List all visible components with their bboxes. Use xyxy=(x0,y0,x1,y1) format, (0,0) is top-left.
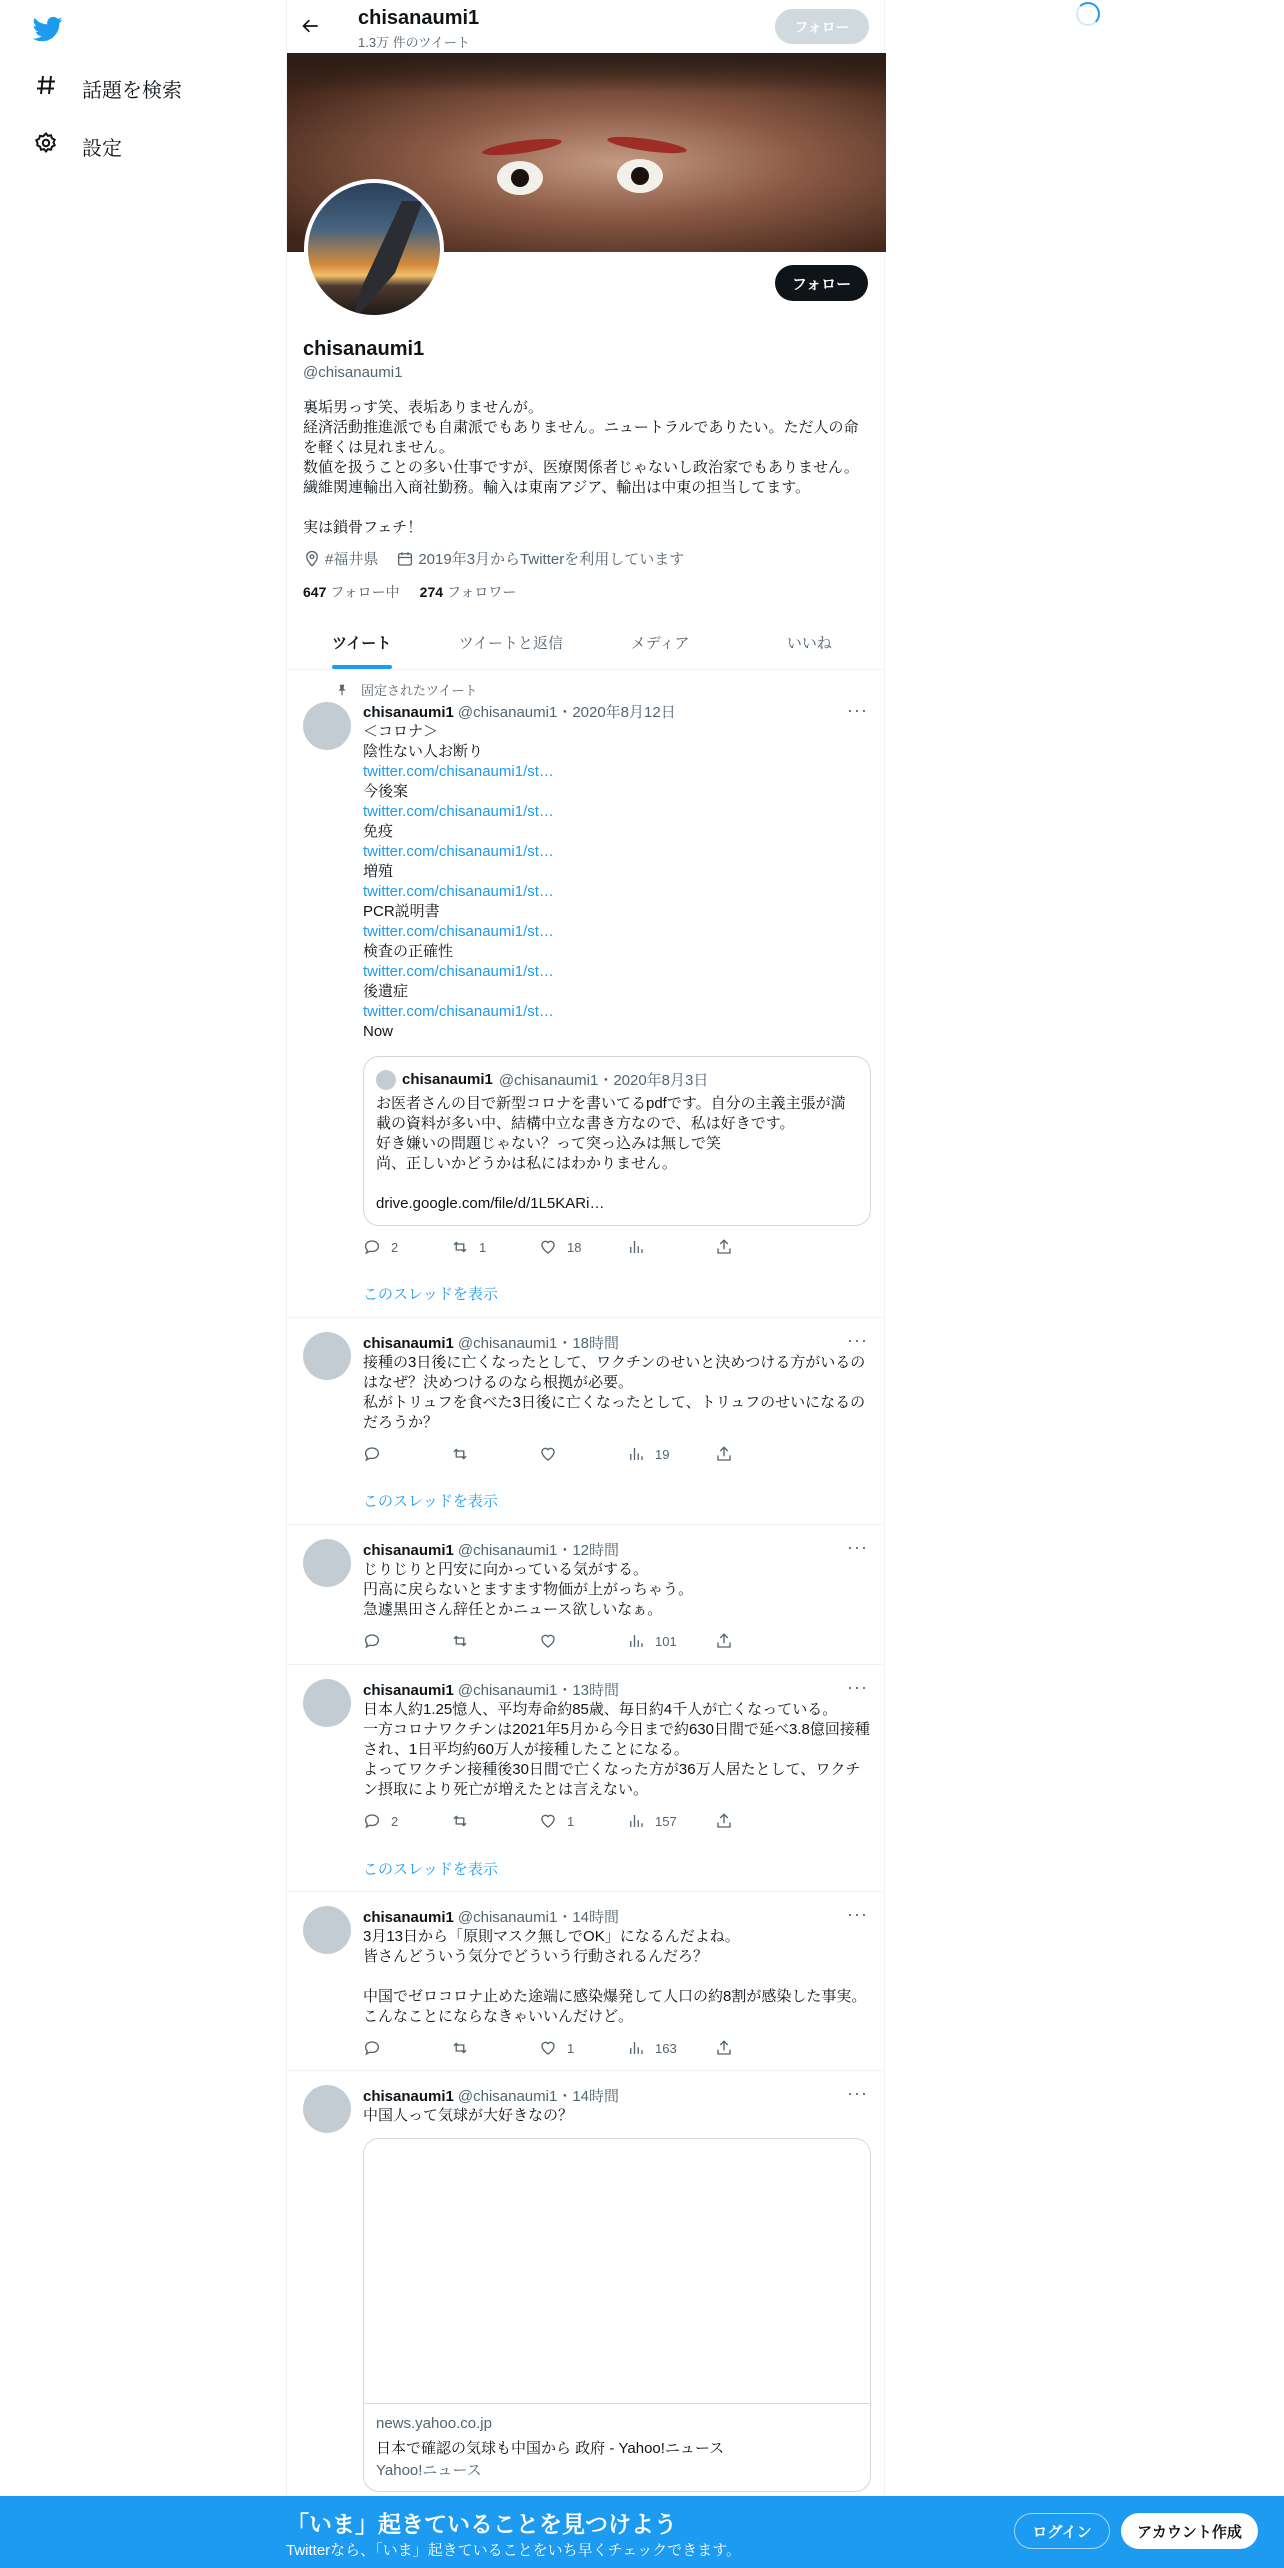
gear-icon xyxy=(34,131,58,161)
tweet-link[interactable]: twitter.com/chisanaumi1/st… xyxy=(363,963,554,980)
tweet[interactable] xyxy=(287,1318,884,1525)
avatar[interactable] xyxy=(304,179,444,319)
avatar[interactable] xyxy=(303,1679,351,1727)
card-source: Yahoo!ニュース xyxy=(376,2462,482,2479)
tweet-header: chisanaumi1 @chisanaumi1・2020年8月12日 xyxy=(363,704,676,721)
avatar xyxy=(376,1070,396,1090)
signup-banner-title: 「いま」起きていることを見つけよう xyxy=(286,2511,677,2537)
followers-link[interactable]: 274 フォロワー xyxy=(419,584,517,600)
retweet-icon xyxy=(451,1238,469,1256)
avatar[interactable] xyxy=(303,1539,351,1587)
share-button[interactable] xyxy=(715,1238,803,1256)
reply-icon xyxy=(363,2039,381,2057)
tweet-header: chisanaumi1 @chisanaumi1・14時間 xyxy=(363,2088,620,2105)
retweet-icon xyxy=(451,2039,469,2057)
quote-text: お医者さんの目で新型コロナを書いてるpdfです。自分の主義主張が満 載の資料が多い中、結構中立な書き方なので、私は好きです。 好き嫌いの問題じゃない？って突っ込みは無しで笑 尚、正しいかどうかは私にはわかりません。 drive.google.com/file/d/1L5KARi… xyxy=(376,1095,846,1212)
like-button[interactable]: 1 xyxy=(539,1812,627,1830)
avatar[interactable] xyxy=(303,1332,351,1380)
heart-icon xyxy=(539,2039,557,2057)
follow-button[interactable]: フォロー xyxy=(775,265,868,301)
tweet-header: chisanaumi1 @chisanaumi1・14時間 xyxy=(363,1909,620,1926)
profile-meta xyxy=(303,548,684,569)
header-follow-button[interactable]: フォロー xyxy=(775,9,869,44)
nav-explore[interactable] xyxy=(34,73,182,103)
views-button[interactable]: 101 xyxy=(627,1632,715,1650)
more-icon[interactable]: ··· xyxy=(847,1330,868,1350)
tweet[interactable] xyxy=(287,1665,884,1892)
share-icon xyxy=(715,1445,733,1463)
retweet-icon xyxy=(451,1445,469,1463)
more-icon[interactable]: ··· xyxy=(847,1677,868,1697)
heart-icon xyxy=(539,1445,557,1463)
profile-location: #福井県 xyxy=(303,548,378,569)
bio-line: 経済活動推進派でも自粛派でもありません。ニュートラルでありたい。ただ人の命 xyxy=(303,419,859,436)
quote-tweet[interactable] xyxy=(363,1056,871,1226)
share-button[interactable] xyxy=(715,1812,803,1830)
views-icon xyxy=(627,1812,645,1830)
like-button[interactable]: 1 xyxy=(539,2039,627,2057)
tweet-link[interactable]: twitter.com/chisanaumi1/st… xyxy=(363,843,554,860)
main-column xyxy=(286,0,885,2568)
tweet-actions xyxy=(363,1445,803,1463)
more-icon[interactable]: ··· xyxy=(847,1537,868,1557)
header-tweet-count: 1.3万 件のツイート xyxy=(358,35,470,50)
twitter-bird-icon[interactable] xyxy=(32,14,64,44)
tab-tweets[interactable]: ツイート xyxy=(287,616,436,669)
tweet-link[interactable]: twitter.com/chisanaumi1/st… xyxy=(363,923,554,940)
tweet-text: 3月13日から「原則マスク無しでOK」になるんだよね。 皆さんどういう気分でどういう行動されるんだろ？ 中国でゼロコロナ止めた途端に感染爆発して人口の約8割が感染した事実。 こんなことにならなきゃいいんだけど。 xyxy=(363,1928,867,2025)
views-icon xyxy=(627,2039,645,2057)
hashtag-icon xyxy=(34,73,58,103)
heart-icon xyxy=(539,1632,557,1650)
profile-bio xyxy=(303,398,871,538)
share-icon xyxy=(715,1812,733,1830)
bio-line: 裏垢男っす笑、表垢ありませんが。 xyxy=(303,399,544,416)
tweet-text: 接種の3日後に亡くなったとして、ワクチンのせいと決めつける方がいるの はなぜ？決めつけるのなら根拠が必要。 私がトリュフを食べた3日後に亡くなったとして、トリュフのせいになるの だろうか？ xyxy=(363,1354,866,1431)
bio-line: 数値を扱うことの多い仕事ですが、医療関係者じゃないし政治家でもありません。 xyxy=(303,459,859,476)
reply-button[interactable] xyxy=(363,1632,451,1650)
share-button[interactable] xyxy=(715,1632,803,1650)
profile-joined: 2019年3月からTwitterを利用しています xyxy=(396,548,684,569)
reply-icon xyxy=(363,1445,381,1463)
like-button[interactable] xyxy=(539,1445,627,1463)
avatar[interactable] xyxy=(303,1906,351,1954)
tab-media[interactable]: メディア xyxy=(630,635,690,652)
profile-header-bar xyxy=(287,0,884,53)
quote-header: chisanaumi1 @chisanaumi1・2020年8月3日 xyxy=(376,1069,708,1090)
retweet-icon xyxy=(451,1632,469,1650)
views-button[interactable] xyxy=(627,1238,715,1256)
tweet-actions xyxy=(363,2039,803,2057)
pinned-label: 固定されたツイート xyxy=(335,680,477,699)
retweet-button[interactable] xyxy=(451,2039,539,2057)
reply-button[interactable] xyxy=(363,1445,451,1463)
avatar[interactable] xyxy=(303,702,351,750)
more-icon[interactable]: ··· xyxy=(847,2083,868,2103)
like-button[interactable]: 18 xyxy=(539,1238,627,1256)
signup-banner-subtitle: Twitterなら、「いま」起きていることをいち早くチェックできます。 xyxy=(286,2542,742,2559)
tweet-header: chisanaumi1 @chisanaumi1・13時間 xyxy=(363,1682,620,1699)
views-icon xyxy=(627,1238,645,1256)
profile-tabs xyxy=(287,616,884,670)
nav-settings-label: 設定 xyxy=(82,137,122,160)
more-icon[interactable]: ··· xyxy=(847,700,868,720)
retweet-button[interactable] xyxy=(451,1445,539,1463)
views-icon xyxy=(627,1445,645,1463)
tweet-link[interactable]: twitter.com/chisanaumi1/st… xyxy=(363,803,554,820)
profile-handle: @chisanaumi1 xyxy=(303,364,403,381)
retweet-button[interactable] xyxy=(451,1812,539,1830)
share-icon xyxy=(715,1238,733,1256)
login-button[interactable]: ログイン xyxy=(1014,2513,1110,2549)
retweet-button[interactable] xyxy=(451,1632,539,1650)
card-image xyxy=(364,2139,871,2404)
tweet-text: 日本人約1.25憶人、平均寿命約85歳、毎日約4千人が亡くなっている。 一方コロナワクチンは2021年5月から今日まで約630日間で延べ3.8億回接種 され、1日平均約60万人が接種したことになる。 よってワクチン接種後30日間で亡くなった方が36万人居たとして、ワクチ ン摂取により死亡が増えたとは言えない。 xyxy=(363,1701,870,1798)
avatar[interactable] xyxy=(303,2085,351,2133)
reply-icon xyxy=(363,1812,381,1830)
profile-display-name: chisanaumi1 xyxy=(303,338,425,360)
tweet-link[interactable]: twitter.com/chisanaumi1/st… xyxy=(363,883,554,900)
tweet-text: じりじりと円安に向かっている気がする。 円高に戻らないとますます物価が上がっちゃう。 急遽黒田さん辞任とかニュース欲しいなぁ。 xyxy=(363,1561,694,1618)
tweet-header: chisanaumi1 @chisanaumi1・12時間 xyxy=(363,1542,620,1559)
heart-icon xyxy=(539,1238,557,1256)
tweet-link[interactable]: twitter.com/chisanaumi1/st… xyxy=(363,1003,554,1020)
retweet-icon xyxy=(451,1812,469,1830)
retweet-button[interactable]: 1 xyxy=(451,1238,539,1256)
views-button[interactable]: 157 xyxy=(627,1812,715,1830)
follow-stats xyxy=(303,582,516,602)
tweet-text: ＜コロナ＞ 陰性ない人お断り twitter.com/chisanaumi1/st… 今後案 twitter.com/chisanaumi1/st… 免疫 twitter.com/chisanaumi1/st… 増殖 twitter.com/chisanaumi1/st… PCR説明書 twitter.com/chisanaumi1/st… 検査の正確性 twitter.com/chisanaumi1/st… 後遺症 twitter.com/chisanaumi1/st… Now xyxy=(363,722,871,1042)
share-icon xyxy=(715,2039,733,2057)
tweet-text: 中国人って気球が大好きなの？ xyxy=(363,2107,574,2124)
following-link[interactable]: 647 フォロー中 xyxy=(303,584,400,600)
reply-button[interactable]: 2 xyxy=(363,1238,451,1256)
show-thread-link[interactable]: このスレッドを表示 xyxy=(363,1861,498,1878)
tweet-actions xyxy=(363,1812,803,1830)
heart-icon xyxy=(539,1812,557,1830)
link-card[interactable] xyxy=(363,2138,871,2492)
reply-button[interactable] xyxy=(363,2039,451,2057)
signup-banner xyxy=(0,2496,1284,2568)
reply-button[interactable]: 2 xyxy=(363,1812,451,1830)
like-button[interactable] xyxy=(539,1632,627,1650)
reply-icon xyxy=(363,1238,381,1256)
tweet-link[interactable]: twitter.com/chisanaumi1/st… xyxy=(363,763,554,780)
tweet-actions xyxy=(363,1238,803,1256)
share-button[interactable] xyxy=(715,1445,803,1463)
calendar-icon xyxy=(396,550,414,568)
tab-tweets-replies[interactable]: ツイートと返信 xyxy=(458,635,563,652)
tab-likes[interactable]: いいね xyxy=(786,635,832,652)
tweet-actions xyxy=(363,1632,803,1650)
tweet-header: chisanaumi1 @chisanaumi1・18時間 xyxy=(363,1335,620,1352)
bio-line xyxy=(303,498,871,518)
more-icon[interactable]: ··· xyxy=(847,1904,868,1924)
tweet[interactable] xyxy=(287,1525,884,1665)
views-button[interactable]: 19 xyxy=(627,1445,715,1463)
show-thread-link[interactable]: このスレッドを表示 xyxy=(363,1493,498,1510)
tweet[interactable] xyxy=(287,1892,884,2071)
nav-settings[interactable] xyxy=(34,131,122,161)
show-thread-link[interactable]: このスレッドを表示 xyxy=(363,1286,498,1303)
views-button[interactable]: 163 xyxy=(627,2039,715,2057)
share-icon xyxy=(715,1632,733,1650)
bio-line: 繊維関連輸出入商社勤務。輸入は東南アジア、輸出は中東の担当してます。 xyxy=(303,479,811,496)
card-domain: news.yahoo.co.jp xyxy=(376,2415,492,2432)
bio-line: 実は鎖骨フェチ！ xyxy=(303,519,423,536)
nav-explore-label: 話題を検索 xyxy=(82,79,182,102)
reply-icon xyxy=(363,1632,381,1650)
location-pin-icon xyxy=(303,550,321,568)
views-icon xyxy=(627,1632,645,1650)
share-button[interactable] xyxy=(715,2039,803,2057)
signup-button[interactable]: アカウント作成 xyxy=(1121,2513,1258,2549)
loading-spinner-icon xyxy=(1076,2,1100,26)
header-name: chisanaumi1 xyxy=(358,7,480,29)
card-title: 日本で確認の気球も中国から 政府 - Yahoo!ニュース xyxy=(376,2440,725,2457)
back-arrow-icon[interactable] xyxy=(301,16,321,36)
bio-line: を軽くは見れません。 xyxy=(303,439,454,456)
